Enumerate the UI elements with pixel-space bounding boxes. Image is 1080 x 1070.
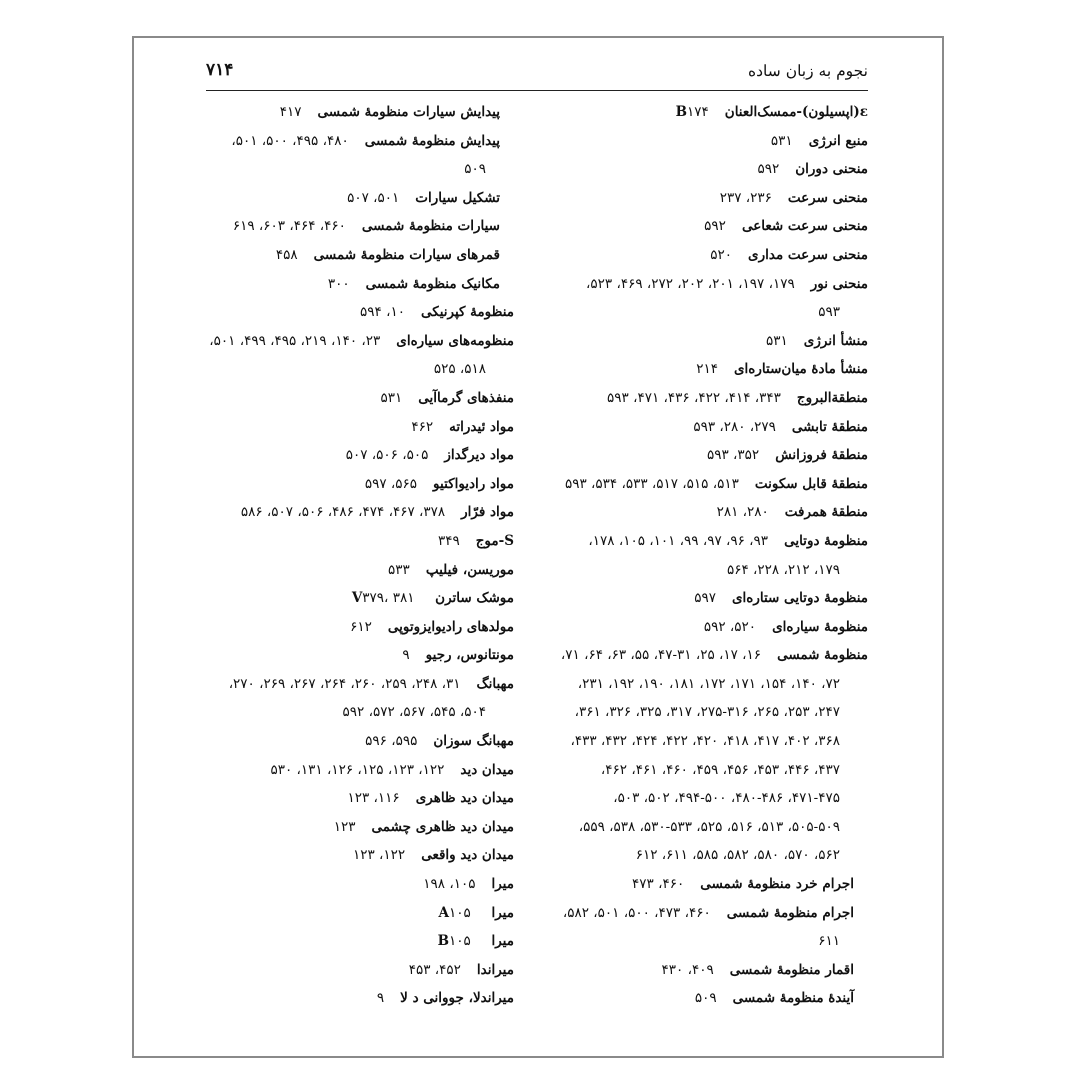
page-references: ۴۰۹، ۴۳۰: [661, 961, 714, 978]
index-term: آیندهٔ منظومهٔ شمسی: [732, 990, 854, 1007]
index-term: منظومهٔ دوتایی ستاره‌ای: [731, 590, 868, 607]
index-entry: [202, 613, 514, 642]
index-entry: [202, 870, 514, 899]
page-references: ۳۷۹، ۳۸۱: [362, 590, 415, 607]
index-entry: [202, 327, 514, 356]
index-entry: [556, 184, 868, 213]
index-entry: [556, 956, 868, 985]
page-references: ۵۹۲: [757, 161, 780, 178]
index-term: منفذهای گرما‌آیی: [418, 389, 514, 406]
page-references: ۴۵۲، ۴۵۳: [408, 961, 461, 978]
page-references: ۵۰۹: [694, 990, 717, 1007]
page-references: ۵۹۳: [818, 304, 840, 321]
page-references: ۲۳، ۱۴۰، ۲۱۹، ۴۹۵، ۴۹۹، ۵۰۱،: [209, 332, 381, 349]
page-references: ۹۳، ۹۶، ۹۷، ۹۹، ۱۰۱، ۱۰۵، ۱۷۸،: [588, 532, 769, 549]
index-entry: [556, 98, 868, 127]
index-term: منحنی سرعت مداری: [748, 246, 868, 263]
page-references: ۲۱۴: [696, 361, 718, 378]
index-term: پیدایش منظومهٔ شمسی: [364, 132, 500, 149]
index-entry: [202, 241, 514, 270]
index-term: منظومهٔ سیاره‌ای: [772, 618, 868, 635]
index-term: منحنی سرعت شعاعی: [741, 218, 868, 235]
page-references: ۳۶۸، ۴۰۲، ۴۱۷، ۴۱۸، ۴۲۰، ۴۲۲، ۴۲۴، ۴۳۲، ۴۳۳،: [570, 733, 840, 750]
index-term: ε(اپسیلون)-ممسک‌العنانB: [675, 104, 868, 120]
index-term: پیدایش سیارات منظومهٔ شمسی: [317, 104, 500, 120]
page-references: ۵۳۳: [388, 561, 410, 578]
page-references: ۱۰۵: [449, 904, 471, 921]
page-references: ۳۰۰: [327, 275, 350, 292]
index-entry: [556, 241, 868, 270]
index-entry: [202, 470, 514, 499]
page-references: ۵۰۱، ۵۰۷: [347, 189, 400, 206]
index-entry: [202, 841, 514, 870]
page-references: ۴۶۲: [411, 418, 434, 435]
page-references: ۳۷۸، ۴۶۷، ۴۷۴، ۴۸۶، ۵۰۶، ۵۰۷، ۵۸۶: [240, 504, 446, 521]
index-entry: [202, 298, 514, 327]
index-entry: [556, 327, 868, 356]
index-entry: [202, 984, 514, 1013]
page-references: ۲۳۶، ۲۳۷: [719, 189, 772, 206]
page-references: ۴۶۰، ۴۷۳، ۵۰۰، ۵۰۱، ۵۸۲،: [562, 904, 711, 921]
index-term: منطقهٔ همرفت: [784, 504, 868, 521]
index-entry: [556, 556, 868, 585]
page-references: ۳۴۹: [437, 532, 460, 549]
page-references: ۴۶۰، ۴۶۴، ۶۰۳، ۶۱۹: [232, 218, 346, 235]
index-term: مواد ئیدراته: [449, 418, 514, 435]
index-term: S-موج: [475, 532, 514, 549]
page-references: ۴۱۷: [279, 104, 302, 120]
index-entry: [556, 727, 868, 756]
index-term: اقمار منظومهٔ شمسی: [729, 961, 854, 978]
index-entry: [556, 270, 868, 299]
index-entry: [202, 270, 514, 299]
index-entry: [556, 641, 868, 670]
page-references: ۱۷۹، ۲۱۲، ۲۲۸، ۵۶۴: [726, 561, 840, 578]
index-entry: [556, 384, 868, 413]
index-term: مواد فرّار: [461, 504, 514, 521]
index-entry: [202, 556, 514, 585]
index-entry: [556, 584, 868, 613]
page-references: ۵۲۰، ۵۹۲: [703, 618, 757, 635]
index-entry: [202, 756, 514, 785]
index-entry: [556, 984, 868, 1013]
page-references: ۱۲۲، ۱۲۳: [353, 847, 406, 864]
page-references: ۵۳۱: [770, 132, 793, 149]
index-term: میدان دید واقعی: [421, 847, 514, 864]
index-term: میرا A: [438, 904, 514, 921]
index-term: میدان دید ظاهری: [415, 790, 514, 807]
page-references: ۵۳۱: [766, 332, 788, 349]
page-references: ۴۷۱-۴۷۵، ۴۸۰-۴۸۶، ۴۹۴-۵۰۰، ۵۰۲، ۵۰۳،: [613, 790, 840, 807]
index-term: مهبانگ: [476, 675, 514, 692]
index-term: اجرام منظومهٔ شمسی: [726, 904, 854, 921]
page-references: ۵۳۱: [380, 389, 403, 406]
page-references: ۵۶۲، ۵۷۰، ۵۸۰، ۵۸۲، ۵۸۵، ۶۱۱، ۶۱۲: [635, 847, 840, 864]
page-references: ۵۱۳، ۵۱۵، ۵۱۷، ۵۳۳، ۵۳۴، ۵۹۳: [564, 475, 739, 492]
page-references: ۱۶، ۱۷، ۲۵، ۳۱-۴۷، ۵۵، ۶۳، ۶۴، ۷۱،: [560, 647, 762, 664]
index-entry: [556, 470, 868, 499]
index-term: تشکیل سیارات: [415, 189, 500, 206]
index-term: منطقة‌البروج: [796, 389, 868, 406]
index-entry: [202, 527, 514, 556]
index-term: مکانیک منظومهٔ شمسی: [365, 275, 500, 292]
page-references: ۲۷۹، ۲۸۰، ۵۹۳: [693, 418, 776, 435]
index-term: منظومهٔ دوتایی: [784, 532, 868, 549]
page-references: ۱۰، ۵۹۴: [360, 304, 405, 321]
page-references: ۱۱۶، ۱۲۳: [347, 790, 400, 807]
page-references: ۵۹۵، ۵۹۶: [365, 733, 418, 750]
page-references: ۵۹۷: [694, 590, 716, 607]
page-references: ۳۵۲، ۵۹۳: [707, 447, 760, 464]
page-references: ۹: [376, 990, 385, 1007]
index-entry: [556, 212, 868, 241]
index-entry: [202, 670, 514, 699]
page-references: ۱۲۲، ۱۲۳، ۱۲۵، ۱۲۶، ۱۳۱، ۵۳۰: [270, 761, 445, 778]
page-references: ۱۷۴: [687, 104, 709, 120]
page-references: ۵۰۹: [464, 161, 486, 178]
page-header: [206, 60, 868, 91]
index-column-left: [202, 98, 514, 1013]
index-entry: [556, 355, 868, 384]
index-entry: [202, 584, 514, 613]
index-term: منبع انرژی: [808, 132, 868, 149]
index-entry: [556, 756, 868, 785]
index-term: مولدهای رادیوایزوتوپی: [387, 618, 514, 635]
index-term: سیارات منظومهٔ شمسی: [361, 218, 500, 235]
index-term: منطقهٔ فروزانش: [775, 447, 868, 464]
index-term: منظومهٔ شمسی: [777, 647, 868, 664]
index-term: منظومهٔ کپرنیکی: [420, 304, 514, 321]
page-references: ۴۸۰، ۴۹۵، ۵۰۰، ۵۰۱،: [231, 132, 349, 149]
page-references: ۱۰۵، ۱۹۸: [423, 876, 476, 893]
index-entry: [202, 155, 514, 184]
index-entry: [202, 127, 514, 156]
index-entry: [556, 127, 868, 156]
index-term: موشک ساترن V: [351, 590, 514, 607]
index-entry: [202, 698, 514, 727]
index-term: منحنی دوران: [795, 161, 868, 178]
index-entry: [556, 670, 868, 699]
page-references: ۲۸۰، ۲۸۱: [716, 504, 769, 521]
index-term: اجرام خرد منظومهٔ شمسی: [700, 876, 854, 893]
page-references: ۳۴۳، ۴۱۴، ۴۲۲، ۴۳۶، ۴۷۱، ۵۹۳: [607, 389, 781, 406]
page-references: ۱۷۹، ۱۹۷، ۲۰۱، ۲۰۲، ۲۷۲، ۴۶۹، ۵۲۳،: [586, 275, 795, 292]
page-references: ۴۵۸: [275, 246, 298, 263]
index-term: منطقهٔ قابل سکونت: [754, 475, 868, 492]
index-term: منظومه‌های سیاره‌ای: [396, 332, 514, 349]
index-entry: [202, 413, 514, 442]
page-references: ۵۰۴، ۵۴۵، ۵۶۷، ۵۷۲، ۵۹۲: [342, 704, 486, 721]
index-entry: [556, 527, 868, 556]
index-term: میراندا: [476, 961, 514, 978]
index-entry: [556, 155, 868, 184]
index-entry: [202, 899, 514, 928]
index-entry: [556, 870, 868, 899]
index-entry: [202, 212, 514, 241]
page-references: ۵۰۵، ۵۰۶، ۵۰۷: [345, 447, 429, 464]
index-term: قمرهای سیارات منظومهٔ شمسی: [313, 246, 500, 263]
index-entry: [556, 613, 868, 642]
index-entry: [202, 498, 514, 527]
index-term: میدان دید: [460, 761, 514, 778]
index-entry: [202, 441, 514, 470]
index-term: مواد رادیواکتیو: [433, 475, 514, 492]
index-term: منحنی نور: [810, 275, 868, 292]
page-references: ۳۱، ۲۴۸، ۲۵۹، ۲۶۰، ۲۶۴، ۲۶۷، ۲۶۹، ۲۷۰،: [228, 675, 461, 692]
index-term: منطقهٔ تابشی: [791, 418, 868, 435]
index-term: میرا: [491, 876, 514, 893]
index-entry: [202, 641, 514, 670]
page-references: ۴۶۰، ۴۷۳: [632, 876, 685, 893]
page-references: ۶۱۲: [350, 618, 372, 635]
index-entry: [202, 184, 514, 213]
index-term: منحنی سرعت: [787, 189, 868, 206]
index-entry: [556, 698, 868, 727]
page-references: ۵۶۵، ۵۹۷: [364, 475, 418, 492]
book-title: نجوم به زبان ساده: [748, 62, 868, 80]
index-entry: [556, 784, 868, 813]
index-entry: [556, 899, 868, 928]
index-entry: [556, 841, 868, 870]
page-references: ۲۴۷، ۲۵۳، ۲۶۵، ۲۷۵-۳۱۶، ۳۱۷، ۳۲۵، ۳۲۶، ۳۶۱،: [574, 704, 840, 721]
page-references: ۵۹۲: [704, 218, 726, 235]
index-entry: [556, 441, 868, 470]
index-entry: [202, 384, 514, 413]
index-term: مونتانوس، رجیو: [425, 647, 514, 664]
page-frame: [132, 36, 944, 1058]
page-references: ۱۰۵: [449, 933, 471, 950]
index-term: میرا B: [437, 933, 514, 950]
page-references: ۵۱۸، ۵۲۵: [433, 361, 486, 378]
index-column-right: [556, 98, 868, 1013]
index-entry: [556, 298, 868, 327]
page-references: ۵۰۵-۵۰۹، ۵۱۳، ۵۱۶، ۵۲۵، ۵۳۰-۵۳۳، ۵۳۸، ۵۵۹،: [578, 818, 840, 835]
page-references: ۱۲۳: [333, 818, 356, 835]
page-number: ۷۱۴: [206, 60, 234, 80]
page-references: ۶۱۱: [818, 933, 840, 950]
index-term: میراندلا، جووانی د لا: [400, 990, 514, 1007]
index-entry: [202, 813, 514, 842]
index-entry: [202, 98, 514, 127]
index-term: مهبانگ سوزان: [433, 733, 514, 750]
index-entry: [202, 927, 514, 956]
index-term: موریسن، فیلیپ: [425, 561, 514, 578]
index-entry: [202, 355, 514, 384]
index-term: مواد دیرگداز: [444, 447, 514, 464]
page-references: ۵۲۰: [710, 246, 733, 263]
index-entry: [202, 727, 514, 756]
page-references: ۹: [402, 647, 410, 664]
index-entry: [202, 784, 514, 813]
index-entry: [556, 413, 868, 442]
index-entry: [556, 813, 868, 842]
index-term: منشأ انرژی: [803, 332, 868, 349]
page-references: ۷۲، ۱۴۰، ۱۵۴، ۱۷۱، ۱۷۲، ۱۸۱، ۱۹۰، ۱۹۲، ۲۳۱،: [577, 675, 840, 692]
index-entry: [556, 498, 868, 527]
index-term: میدان دید ظاهری چشمی: [371, 818, 514, 835]
page-references: ۴۳۷، ۴۴۶، ۴۵۳، ۴۵۶، ۴۵۹، ۴۶۰، ۴۶۱، ۴۶۲،: [600, 761, 840, 778]
index-entry: [202, 956, 514, 985]
index-term: منشأ مادهٔ میان‌ستاره‌ای: [733, 361, 868, 378]
index-entry: [556, 927, 868, 956]
